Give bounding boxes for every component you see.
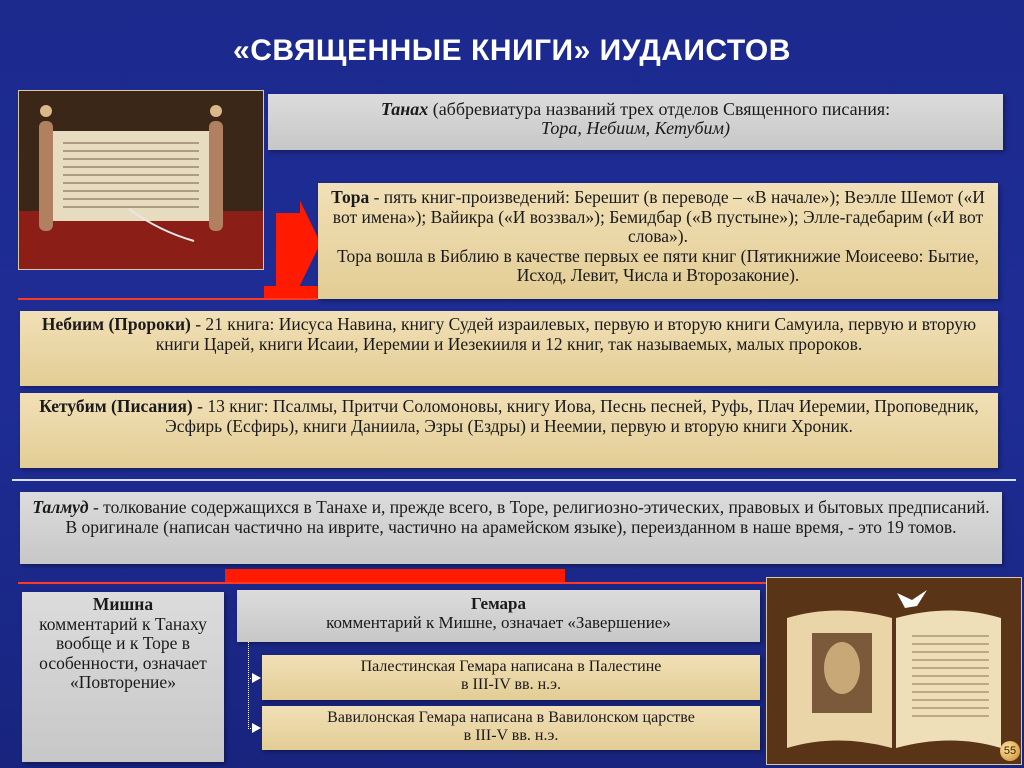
arrow-icon — [252, 723, 261, 733]
red-connector-arrow — [300, 190, 318, 296]
babylonian-gemara-box — [262, 706, 760, 750]
section-divider — [12, 479, 1016, 481]
talmud-box — [20, 492, 1002, 564]
nebiim-box — [20, 311, 998, 386]
babylonian-gemara-line2: в III-V вв. н.э. — [463, 727, 559, 744]
torah-description: - пять книг-произведений: Берешит (в переводе – «В начале»); Веэлле Шемот («И вот имена»); Вайикра («И воззвал»); Бемидбар («В пустыне»); Элле-гадебарим («И вот слова»). — [332, 187, 985, 246]
palestinian-gemara-line2: в III-IV вв. н.э. — [461, 676, 561, 693]
talmud-term: Талмуд — [32, 497, 89, 517]
red-line-below-talmud — [18, 582, 766, 584]
gemara-description: комментарий к Мишне, означает «Завершение» — [326, 613, 671, 632]
tanakh-box — [268, 94, 1003, 150]
torah-box — [318, 183, 998, 299]
ketubim-box — [20, 393, 998, 468]
babylonian-gemara-line1: Вавилонская Гемара написана в Вавилонском царстве — [327, 709, 695, 726]
torah-scroll-illustration — [19, 91, 263, 269]
slide-title: «СВЯЩЕННЫЕ КНИГИ» ИУДАИСТОВ — [233, 34, 791, 67]
red-bar-below-talmud — [225, 569, 565, 583]
palestinian-gemara-box — [262, 655, 760, 700]
arrow-icon — [252, 673, 261, 683]
torah-pentateuch: Тора вошла в Библию в качестве первых ее пяти книг (Пятикнижие Моисеево: Бытие, Исход, Левит, Числа и Второзаконие). — [337, 245, 979, 285]
mishna-box — [22, 592, 224, 762]
nebiim-term: Небиим (Пророки) — [41, 314, 191, 334]
open-book-illustration — [767, 578, 1021, 764]
red-connector-bar — [264, 286, 318, 298]
nebiim-description: - 21 книга: Иисуса Навина, книгу Судей израилевых, первую и вторую книги Самуила, первую и вторую книги Царей, книги Исаии, Иеремии и Иезекииля и 12 книг, так называемых, малых пророков. — [155, 314, 977, 354]
gemara-connector-2 — [248, 678, 259, 729]
tanakh-sections: Тора, Небиим, Кетубим) — [541, 118, 730, 138]
ketubim-description: - 13 книг: Псалмы, Притчи Соломоновы, книгу Иова, Песнь песней, Руфь, Плач Иеремии, Проповедник, Эсфирь (Есфирь), книги Даниила, Эзры (Ездры) и Неемии, первую и вторую книги Хроник. — [165, 396, 979, 436]
torah-term: Тора — [331, 187, 370, 207]
mishna-term: Мишна — [92, 594, 154, 614]
mishna-description: комментарий к Танаху вообще и к Торе в особенности, означает «Повторение» — [39, 613, 207, 692]
red-divider-line — [18, 298, 318, 300]
gemara-box — [237, 590, 760, 642]
palestinian-gemara-line1: Палестинская Гемара написана в Палестине — [360, 658, 662, 675]
page-number-badge: 55 — [1000, 741, 1020, 761]
open-book-image — [766, 577, 1022, 765]
gemara-term: Гемара — [471, 594, 526, 613]
talmud-description: - толкование содержащихся в Танахе и, прежде всего, в Торе, религиозно-этических, правовых и бытовых предписаний. В оригинале (написан частично на иврите, частично на арамейском языке), переизданном в наше время, - это 19 томов. — [65, 497, 990, 537]
tanakh-term: Танах — [380, 99, 429, 119]
torah-scroll-image — [18, 90, 264, 270]
ketubim-term: Кетубим (Писания) — [39, 396, 193, 416]
tanakh-description: (аббревиатура названий трех отделов Священного писания: — [428, 99, 891, 119]
